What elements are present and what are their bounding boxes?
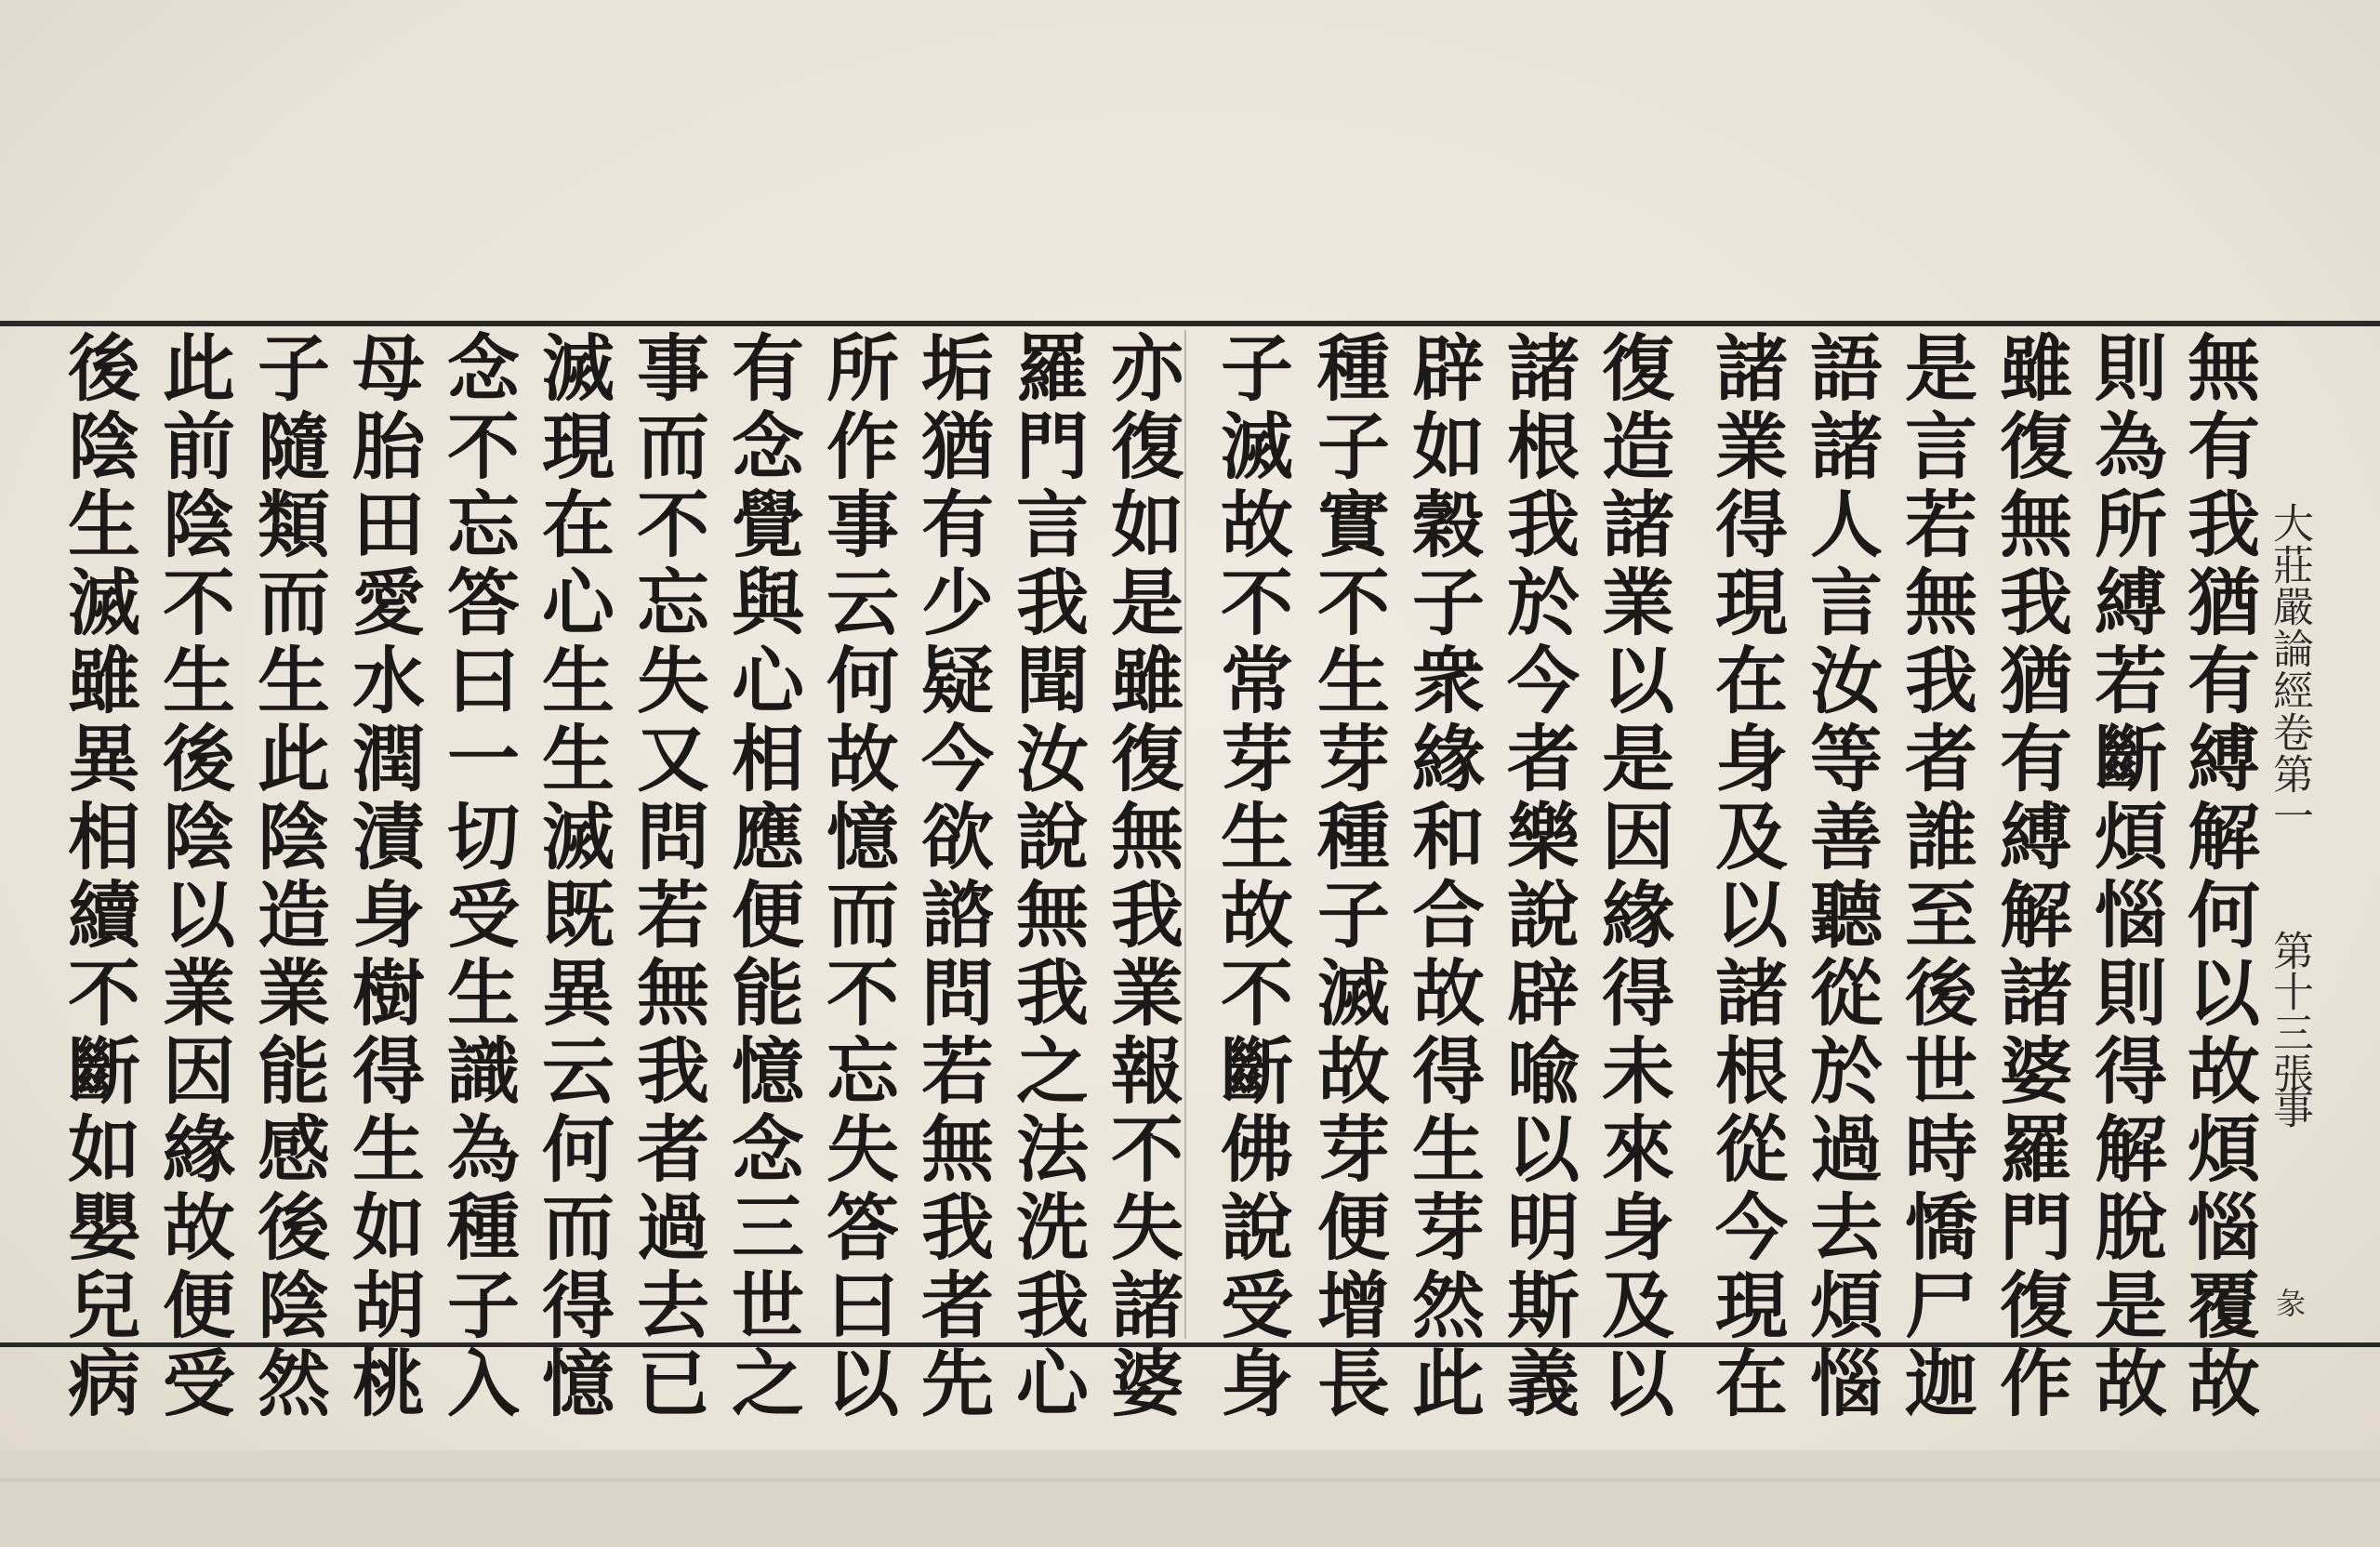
text-column-11: 子滅故不常芽生故不斷佛說受身 [1209, 330, 1293, 1423]
text-column-2: 則為所縛若斷煩惱則得解脫是故 [2082, 330, 2167, 1423]
text-column-19: 念不忘答曰一切受生識為種子入 [435, 330, 520, 1423]
text-column-13: 羅門言我聞汝說無我之法洗我心 [1004, 330, 1089, 1423]
text-column-17: 事而不忘失又問若無我者過去已 [625, 330, 709, 1423]
lower-margin [0, 1450, 2380, 1547]
margin-mark-small: 彖 [2271, 1288, 2307, 1317]
text-column-8: 諸根我於今者樂說辟喩以明斯義 [1495, 330, 1580, 1423]
top-border-rule [0, 321, 2380, 326]
text-column-21: 子隨類而生此陰造業能感後陰然 [245, 330, 330, 1423]
text-column-7: 復造諸業以是因緣得未來身及以 [1590, 330, 1674, 1423]
text-column-10: 種子實不生芽種子滅故芽便增長 [1305, 330, 1390, 1423]
center-fold-line [1184, 330, 1186, 1339]
text-column-9: 辟如穀子衆緣和合故得生芽然此 [1400, 330, 1485, 1423]
text-column-4: 是言若無我者誰至後世時憍尸迦 [1893, 330, 1977, 1423]
text-column-15: 所作事云何故憶而不忘失答曰以 [814, 330, 899, 1423]
text-column-18: 滅現在心生生滅既異云何而得憶 [530, 330, 615, 1423]
margin-mark: 事 [2266, 1088, 2313, 1129]
text-column-14: 垢猶有少疑今欲諮問若無我者先 [909, 330, 994, 1423]
text-column-16: 有念覺與心相應便能憶念三世之 [720, 330, 804, 1423]
sheet-number: 第十三張 [2266, 930, 2313, 1093]
page-edge [0, 1478, 2380, 1482]
text-column-1: 無有我猶有縛解何以故煩惱覆故 [2175, 330, 2260, 1423]
text-column-3: 雖復無我猶有縛解諸婆羅門復作 [1988, 330, 2072, 1423]
text-column-6: 諸業得現在身及以諸根從今現在 [1703, 330, 1788, 1423]
text-column-5: 語諸人言汝等善聽從於過去煩惱 [1798, 330, 1883, 1423]
sutra-title: 大莊嚴論經卷第一 [2266, 502, 2313, 837]
text-column-20: 母胎田愛水潤漬身樹得生如胡桃 [340, 330, 425, 1423]
text-column-12: 亦復如是雖復無我業報不失諸婆 [1099, 330, 1183, 1423]
text-column-23: 後陰生滅雖異相續不斷如嬰兒病 [56, 330, 140, 1423]
text-column-22: 此前陰不生後陰以業因緣故便受 [151, 330, 235, 1423]
